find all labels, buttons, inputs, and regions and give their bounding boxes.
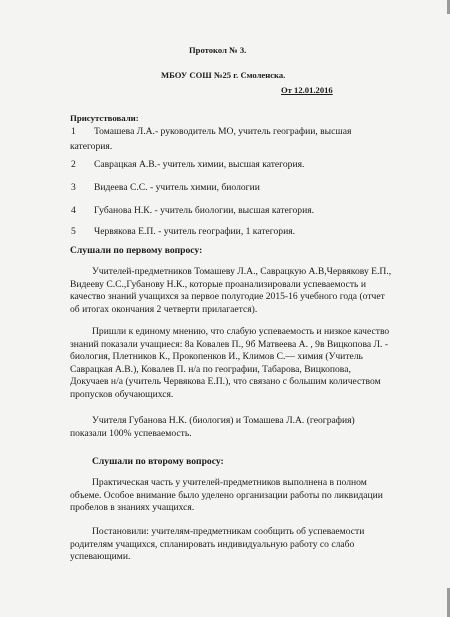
question-one-paragraph-2 [70,326,396,402]
protocol-title: Протокол № 3. [189,45,247,55]
member-line: Видеева С.С. - учитель химии, биологии [94,182,260,193]
member-line-cont: категория. [70,141,113,152]
member-number: 3 [71,182,76,193]
question-one-paragraph-1 [70,266,396,316]
member-number: 1 [71,126,76,137]
text-line: пробелов в знаниях учащихся. [70,502,195,514]
text-line: показали 100% успеваемость. [70,427,192,439]
text-line: Саврацкая А.В.), Ковалев П. н/а по географии, Табарова, Вицкопова, [70,363,351,375]
text-line: знаний показали учащиеся: 8а Ковалев П., 9б Матвеева А. , 9в Вицкопова Л. - [70,338,389,350]
member-line: Червякова Е.П. - учитель географии, 1 категория. [94,226,296,237]
text-line: Учителей-предметников Томашеву Л.А., Саврацкую А.В,Червякову Е.П., [92,266,392,277]
present-heading: Присутствовали: [70,113,139,123]
text-line: объеме. Особое внимание было уделено организации работы по ликвидации [70,489,383,501]
text-line: пропусков обучающихся. [70,388,174,400]
question-two-heading: Слушали по второму вопросу: [92,456,224,467]
member-line: Томашева Л.А.- руководитель МО, учитель географии, высшая [94,126,352,137]
text-line: родителям учащихся, спланировать индивидуальную работу со слабо [70,538,355,550]
protocol-date: От 12.01.2016 [281,85,333,95]
question-two-paragraph-2 [70,526,396,564]
text-line: Докучаев н/а (учитель Червякова Е.П.), что связано с большим количеством [70,376,381,388]
text-line: Учителя Губанова Н.К. (биология) и Томашева Л.А. (география) [92,415,355,426]
text-line: об итогах окончания 2 четверти прилагается). [70,303,258,315]
member-line: Губанова Н.К. - учитель биологии, высшая категория. [94,205,315,216]
text-line: Видееву С.С.,Губанову Н.К., которые проанализировали успеваемость и [70,278,366,290]
text-line: Практическая часть у учителей-предметников выполнена в полном [92,477,367,488]
text-line: успевающими. [70,551,131,563]
member-line: Саврацкая А.В.- учитель химии, высшая категория. [94,159,305,170]
question-one-heading: Слушали по первому вопросу: [70,245,203,256]
member-number: 5 [71,226,76,237]
question-one-paragraph-3 [70,415,396,440]
text-line: Постановили: учителям-предметникам сообщить об успеваемости [92,526,365,537]
text-line: Пришли к единому мнению, что слабую успеваемость и низкое качество [92,326,390,337]
member-number: 4 [71,205,76,216]
member-number: 2 [71,159,76,170]
question-two-paragraph-1 [70,477,396,515]
school-name: МБОУ СОШ №25 г. Смоленска. [161,70,286,80]
text-line: качество знаний учащихся за первое полугодие 2015-16 учебного года (отчет [70,291,385,303]
text-line: биология, Плетников К., Прокопенков И., Климов С.— химия (Учитель [70,351,363,363]
